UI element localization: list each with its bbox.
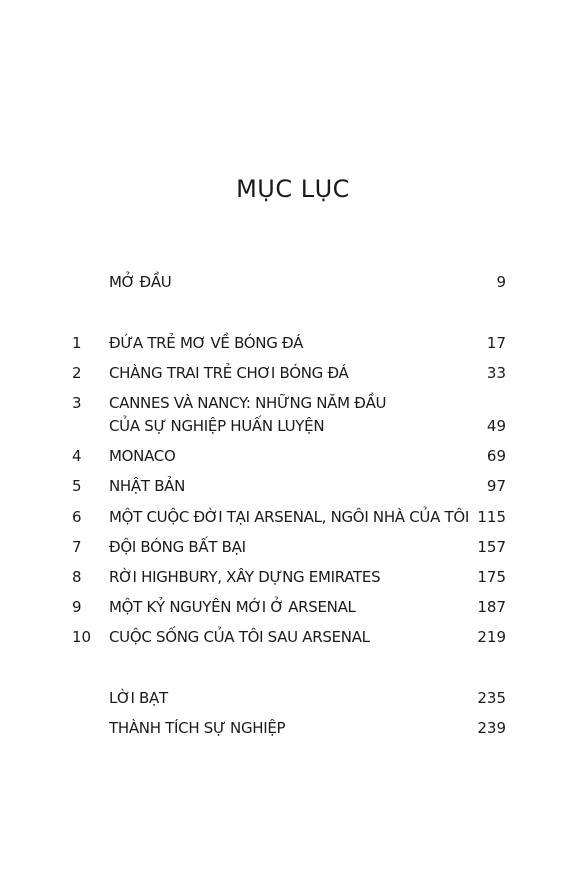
toc-entry-chapter-8 bbox=[0, 567, 586, 587]
toc-entry-intro bbox=[0, 272, 586, 292]
toc-entry-chapter-1 bbox=[0, 333, 586, 353]
page-number: 9 bbox=[496, 273, 506, 291]
toc-entry-chapter-10 bbox=[0, 627, 586, 647]
toc-entry-chapter-3 bbox=[0, 393, 586, 439]
page-number: 157 bbox=[477, 538, 506, 556]
chapter-title: LỜI BẠT bbox=[109, 689, 168, 707]
toc-entry-chapter-9 bbox=[0, 597, 586, 617]
chapter-title: MONACO bbox=[109, 447, 176, 465]
toc-entry-chapter-5 bbox=[0, 476, 586, 496]
chapter-number: 7 bbox=[72, 538, 82, 556]
page-number: 239 bbox=[477, 719, 506, 737]
toc-entry-chapter-4 bbox=[0, 446, 586, 466]
chapter-number: 2 bbox=[72, 364, 82, 382]
chapter-number: 9 bbox=[72, 598, 82, 616]
page-number: 33 bbox=[486, 364, 506, 382]
chapter-title: CUỘC SỐNG CỦA TÔI SAU ARSENAL bbox=[109, 628, 370, 646]
chapter-number: 3 bbox=[72, 394, 82, 412]
chapter-number: 1 bbox=[72, 334, 82, 352]
chapter-title: THÀNH TÍCH SỰ NGHIỆP bbox=[109, 719, 286, 737]
toc-entry-career-achievements bbox=[0, 718, 586, 738]
page-number: 175 bbox=[477, 568, 506, 586]
chapter-number: 10 bbox=[72, 628, 92, 646]
chapter-number: 4 bbox=[72, 447, 82, 465]
page-number: 187 bbox=[477, 598, 506, 616]
chapter-title: MỞ ĐẦU bbox=[109, 273, 172, 291]
chapter-title: NHẬT BẢN bbox=[109, 477, 186, 495]
chapter-title: MỘT KỶ NGUYÊN MỚI Ở ARSENAL bbox=[109, 598, 356, 616]
page-title: MỤC LỤC bbox=[236, 175, 350, 203]
chapter-title: CHÀNG TRAI TRẺ CHƠI BÓNG ĐÁ bbox=[109, 364, 349, 382]
toc-entry-afterword bbox=[0, 688, 586, 708]
page-number: 49 bbox=[486, 417, 506, 435]
chapter-title: MỘT CUỘC ĐỜI TẠI ARSENAL, NGÔI NHÀ CỦA TÔI bbox=[109, 508, 470, 526]
page-number: 235 bbox=[477, 689, 506, 707]
chapter-number: 6 bbox=[72, 508, 82, 526]
chapter-title-line-1: CANNES VÀ NANCY: NHỮNG NĂM ĐẦU bbox=[109, 394, 387, 412]
page-number: 69 bbox=[486, 447, 506, 465]
chapter-title: ĐỘI BÓNG BẤT BẠI bbox=[109, 538, 246, 556]
chapter-title: RỜI HIGHBURY, XÂY DỰNG EMIRATES bbox=[109, 568, 381, 586]
toc-entry-chapter-6 bbox=[0, 507, 586, 527]
page-number: 17 bbox=[486, 334, 506, 352]
chapter-title-line-2: CỦA SỰ NGHIỆP HUẤN LUYỆN bbox=[109, 417, 325, 435]
page-number: 115 bbox=[477, 508, 506, 526]
toc-entry-chapter-2 bbox=[0, 363, 586, 383]
chapter-number: 5 bbox=[72, 477, 82, 495]
chapter-title: ĐỨA TRẺ MƠ VỀ BÓNG ĐÁ bbox=[109, 334, 304, 352]
chapter-title bbox=[109, 393, 474, 439]
page-number: 97 bbox=[486, 477, 506, 495]
toc-entry-chapter-7 bbox=[0, 537, 586, 557]
chapter-number: 8 bbox=[72, 568, 82, 586]
page-number: 219 bbox=[477, 628, 506, 646]
